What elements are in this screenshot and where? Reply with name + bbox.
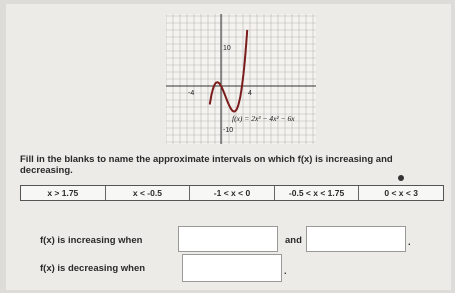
increasing-answer-box-2[interactable] <box>306 226 406 252</box>
choice-neg1-lt-x-lt-0[interactable]: -1 < x < 0 <box>190 186 275 200</box>
answer-choices <box>20 185 444 201</box>
status-dot <box>398 175 404 181</box>
decreasing-period: . <box>284 266 287 277</box>
increasing-and-label: and <box>285 235 302 246</box>
choice-x-gt-1.75[interactable]: x > 1.75 <box>21 186 106 200</box>
y-tick-label-10: 10 <box>223 45 231 52</box>
decreasing-label: f(x) is decreasing when <box>40 263 146 274</box>
y-tick-label-neg10: -10 <box>223 127 234 134</box>
increasing-answer-box-1[interactable] <box>178 226 278 252</box>
choice-0-lt-x-lt-3[interactable]: 0 < x < 3 <box>384 188 418 198</box>
x-tick-label-neg4: -4 <box>188 90 195 97</box>
increasing-period: . <box>408 237 411 248</box>
graph-svg <box>166 14 316 144</box>
question-prompt: Fill in the blanks to name the approximate intervals on which f(x) is increasing and decreasing. <box>20 154 393 176</box>
decreasing-answer-box[interactable] <box>182 254 282 282</box>
question-panel <box>6 4 451 290</box>
function-graph <box>166 14 316 144</box>
choice-x-lt-neg0.5[interactable]: x < -0.5 <box>106 186 191 200</box>
increasing-label: f(x) is increasing when <box>40 235 143 246</box>
function-label: f(x) = 2x³ − 4x² − 6x <box>232 114 295 123</box>
choice-neg0.5-lt-x-lt-1.75[interactable]: -0.5 < x < 1.75 <box>275 186 360 200</box>
x-tick-label-4: 4 <box>248 90 252 97</box>
